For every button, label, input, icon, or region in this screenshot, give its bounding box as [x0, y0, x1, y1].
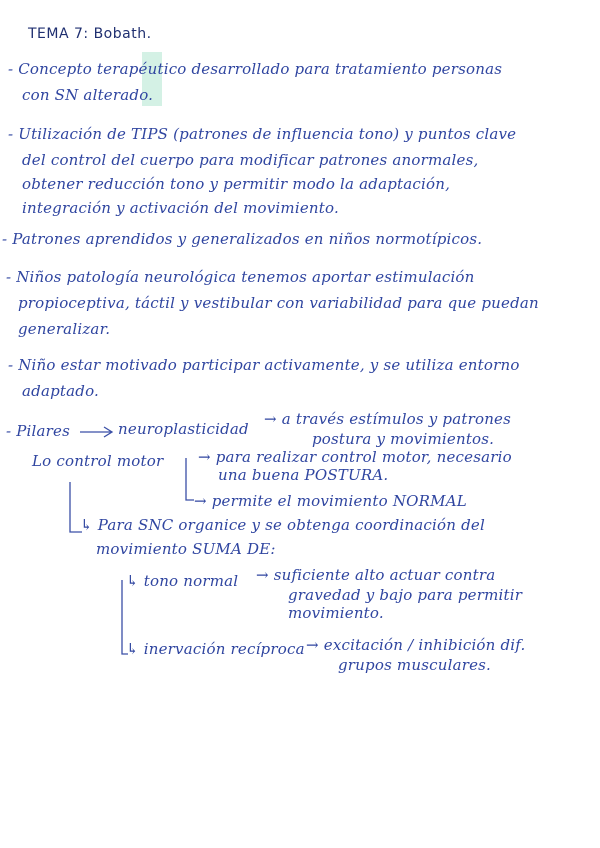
- point-4-line-3: generalizar.: [18, 320, 111, 338]
- tono-detail-3: movimiento.: [288, 604, 384, 622]
- control-motor-branch-line: [70, 482, 82, 532]
- inervacion-detail-2: grupos musculares.: [338, 656, 492, 674]
- cm-branch1-line2: una buena POSTURA.: [218, 466, 389, 484]
- cm-branch1-line1: → para realizar control motor, necesario: [198, 448, 512, 466]
- point-4-line-2: propioceptiva, táctil y vestibular con variabilidad para que puedan: [18, 294, 539, 312]
- tono-normal-label: ↳ tono normal: [126, 572, 239, 590]
- point-2-line-3: obtener reducción tono y permitir modo la adaptación,: [22, 175, 451, 193]
- pilares-arrow-icon: [80, 427, 112, 437]
- point-5-line-1: - Niño estar motivado participar activamente, y se utiliza entorno: [8, 356, 520, 374]
- snc-line-2: movimiento SUMA DE:: [96, 540, 276, 558]
- neuroplasticidad-text: neuroplasticidad: [118, 420, 249, 438]
- inervacion-detail-1: → excitación / inhibición dif.: [306, 636, 526, 654]
- point-2-line-1: - Utilización de TIPS (patrones de influencia tono) y puntos clave: [8, 125, 517, 143]
- page-title: TEMA 7: Bobath.: [28, 26, 152, 42]
- point-2-line-2: del control del cuerpo para modificar patrones anormales,: [22, 151, 479, 169]
- point-1-line-1: - Concepto terapéutico desarrollado para tratamiento personas: [8, 60, 503, 78]
- control-motor-label: Lo control motor: [32, 452, 164, 470]
- neuroplasticidad-detail-2: postura y movimientos.: [312, 430, 495, 448]
- neuroplasticidad-detail-1: → a través estímulos y patrones: [264, 410, 512, 428]
- point-2-line-4: integración y activación del movimiento.: [22, 199, 339, 217]
- point-5-line-2: adaptado.: [22, 382, 99, 400]
- cm-branch2: → permite el movimiento NORMAL: [194, 492, 467, 510]
- tono-detail-1: → suficiente alto actuar contra: [256, 566, 496, 584]
- pilares-label: - Pilares: [6, 422, 71, 440]
- inervacion-label: ↳ inervación recíproca: [126, 640, 305, 658]
- snc-line-1: ↳ Para SNC organice y se obtenga coordinación del: [80, 516, 485, 534]
- point-3-line-1: - Patrones aprendidos y generalizados en niños normotípicos.: [2, 230, 483, 248]
- point-4-line-1: - Niños patología neurológica tenemos aportar estimulación: [6, 268, 475, 286]
- suma-branch-line: [122, 580, 128, 654]
- point-1-line-2: con SN alterado.: [22, 86, 154, 104]
- tono-detail-2: gravedad y bajo para permitir: [288, 586, 523, 604]
- control-motor-split-line: [186, 458, 194, 500]
